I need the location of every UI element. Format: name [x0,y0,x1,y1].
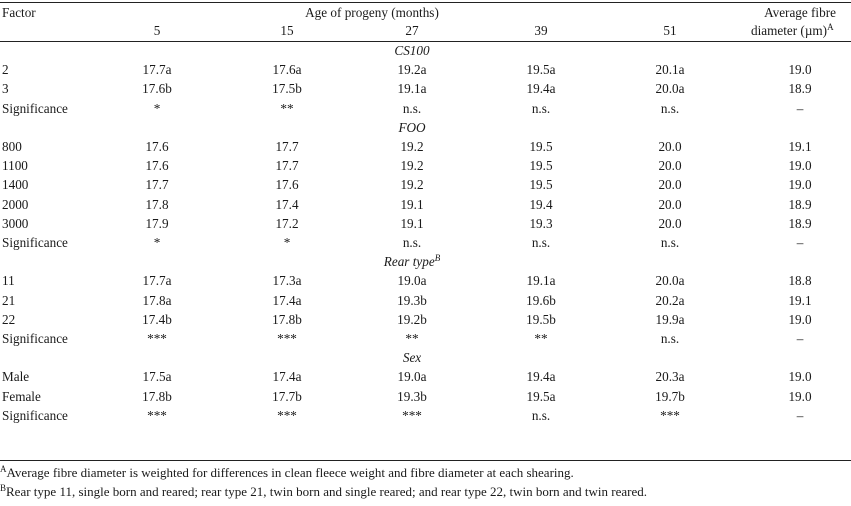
table-cell: 17.7b [272,388,302,404]
table-cell: 17.6 [145,158,169,174]
table-cell: ** [405,331,419,346]
table-cell: 19.0 [788,369,812,385]
table-cell: 19.1 [400,196,424,212]
table-cell: 19.1 [788,139,812,154]
table-cell: 17.7 [275,158,299,174]
table-cell: – [796,407,804,423]
table-cell: * [153,100,161,116]
table-cell: *** [277,407,297,423]
table-cell: 17.4 [275,196,299,212]
table-cell: 19.0a [397,369,427,385]
table-cell: 19.4a [526,369,556,385]
table-cell: 17.4a [272,292,302,308]
table-cell: 17.4b [142,311,172,327]
table-cell: 19.5a [526,388,556,404]
table-cell: 20.0 [658,177,682,193]
header-age-51: 51 [663,23,677,38]
table-cell: 20.0a [655,81,685,97]
section-title: Sex [402,350,422,366]
table-cell: 19.4a [526,81,556,97]
header-age-15: 15 [280,23,294,38]
row-label: Significance [2,407,68,423]
table-cell: 19.5a [526,62,556,78]
table-cell: 20.0a [655,273,685,289]
footnote-b: $^B$Rear type 11, single born and reared; rear type 21, twin born and single reared; and rear type 22, twin born and twin reared. [0,483,648,499]
table-cell: n.s. [531,235,551,250]
table-cell: 17.9 [145,215,169,231]
table-cell: 19.0 [788,158,812,174]
table-cell: 17.6 [275,177,299,193]
table-cell: 19.5 [529,177,553,193]
row-label: Significance [2,100,68,116]
table-cell: 19.2b [397,311,427,327]
row-label: 2000 [2,196,29,212]
table-cell: 17.7a [142,62,172,78]
table-cell: 18.8 [788,273,812,289]
header-factor: Factor [2,5,36,20]
table-cell: 19.1a [397,81,427,97]
table-cell: 19.3b [397,388,427,404]
table-cell: *** [660,407,680,423]
table-cell: n.s. [660,331,680,346]
table-cell: 19.2a [397,62,427,78]
row-label: 1100 [2,158,28,174]
row-label: Male [2,369,30,385]
row-label: Significance [2,331,68,346]
table-cell: 19.3 [529,215,553,231]
footnote-mark-b: B [434,253,441,264]
section-title: FOO [398,119,426,135]
row-label: 11 [2,273,15,289]
table-cell: 17.6 [145,139,169,154]
table-cell: 17.7 [145,177,169,193]
bottom-rule [0,460,851,461]
section-title: Rear type$^B$ [383,253,441,270]
table-cell: * [283,235,291,250]
table-cell: – [796,235,804,250]
table-cell: 17.5a [142,369,172,385]
table-cell: 19.6b [526,292,556,308]
table-cell: 19.5 [529,158,553,174]
table-cell: 17.7a [142,273,172,289]
table-cell: 19.9a [655,311,685,327]
table-cell: 19.0 [788,177,812,193]
section-title: CS100 [394,43,430,58]
table-cell: 19.0a [397,273,427,289]
table-cell: 19.2 [400,139,424,154]
table-cell: 18.9 [788,196,812,212]
table-cell: 19.4 [529,196,553,212]
table-cell: 17.6b [142,81,172,97]
table-cell: * [153,235,161,250]
table-cell: 17.7 [275,139,299,154]
table-cell: 19.0 [788,311,812,327]
table-cell: 17.6a [272,62,302,78]
table-cell: 17.8b [142,388,172,404]
table-cell: ** [280,100,294,116]
header-age-5: 5 [153,23,161,38]
header-avg-line1: Average fibre [764,5,836,20]
table-cell: *** [147,407,167,423]
footnote-mark-a: A [827,22,834,32]
table-cell: n.s. [531,407,551,423]
table-cell: 17.3a [272,273,302,289]
row-label: 2 [2,62,9,78]
table-cell: n.s. [402,100,422,116]
table-cell: *** [147,331,167,346]
row-label: 800 [2,139,22,154]
table-cell: 17.5b [272,81,302,97]
table-cell: 20.1a [655,62,685,78]
table-cell: n.s. [660,235,680,250]
table-cell: 17.8a [142,292,172,308]
table-cell: n.s. [531,100,551,116]
table-cell: 20.0 [658,196,682,212]
row-label: Female [2,388,41,404]
header-age-27: 27 [405,23,419,38]
row-label: 21 [2,292,16,308]
table-cell: 19.1 [400,215,424,231]
row-label: 1400 [2,177,29,193]
table-cell: 19.1 [788,292,812,308]
header-age-group: Age of progeny (months) [305,5,439,20]
table-cell: 20.2a [655,292,685,308]
table-cell: 20.3a [655,369,685,385]
table-cell: – [796,100,804,116]
table-cell: 19.5 [529,139,553,154]
row-label: 3 [2,81,9,97]
table-cell: n.s. [402,235,422,250]
table-cell: – [796,331,804,346]
table-cell: 20.0 [658,215,682,231]
top-rule [0,2,851,3]
table-cell: 18.9 [788,215,812,231]
row-label: 22 [2,311,16,327]
table-cell: 17.2 [275,215,299,231]
table-cell: 19.1a [526,273,556,289]
header-age-39: 39 [534,23,548,38]
header-rule [0,41,851,42]
table-cell: 19.0 [788,388,812,404]
table-cell: n.s. [660,100,680,116]
table-cell: 20.0 [658,139,682,154]
table-cell: 20.0 [658,158,682,174]
table-cell: ** [534,331,548,346]
table-cell: 18.9 [788,81,812,97]
row-label: Significance [2,235,68,250]
table-cell: 19.5b [526,311,556,327]
table-cell: 17.8 [145,196,169,212]
table-cell: 19.7b [655,388,685,404]
table-cell: *** [402,407,422,423]
row-label: 3000 [2,215,29,231]
table-cell: 17.8b [272,311,302,327]
table-cell: *** [277,331,297,346]
header-avg-line2: diameter $(\mu m)^A$ [751,22,834,38]
table-cell: 19.3b [397,292,427,308]
table-cell: 19.0 [788,62,812,78]
table-cell: 19.2 [400,158,424,174]
table-cell: 19.2 [400,177,424,193]
table-cell: 17.4a [272,369,302,385]
footnote-a: $^A$Average fibre diameter is weighted for differences in clean fleece weight and fibre diameter at each shearing. [0,464,574,480]
